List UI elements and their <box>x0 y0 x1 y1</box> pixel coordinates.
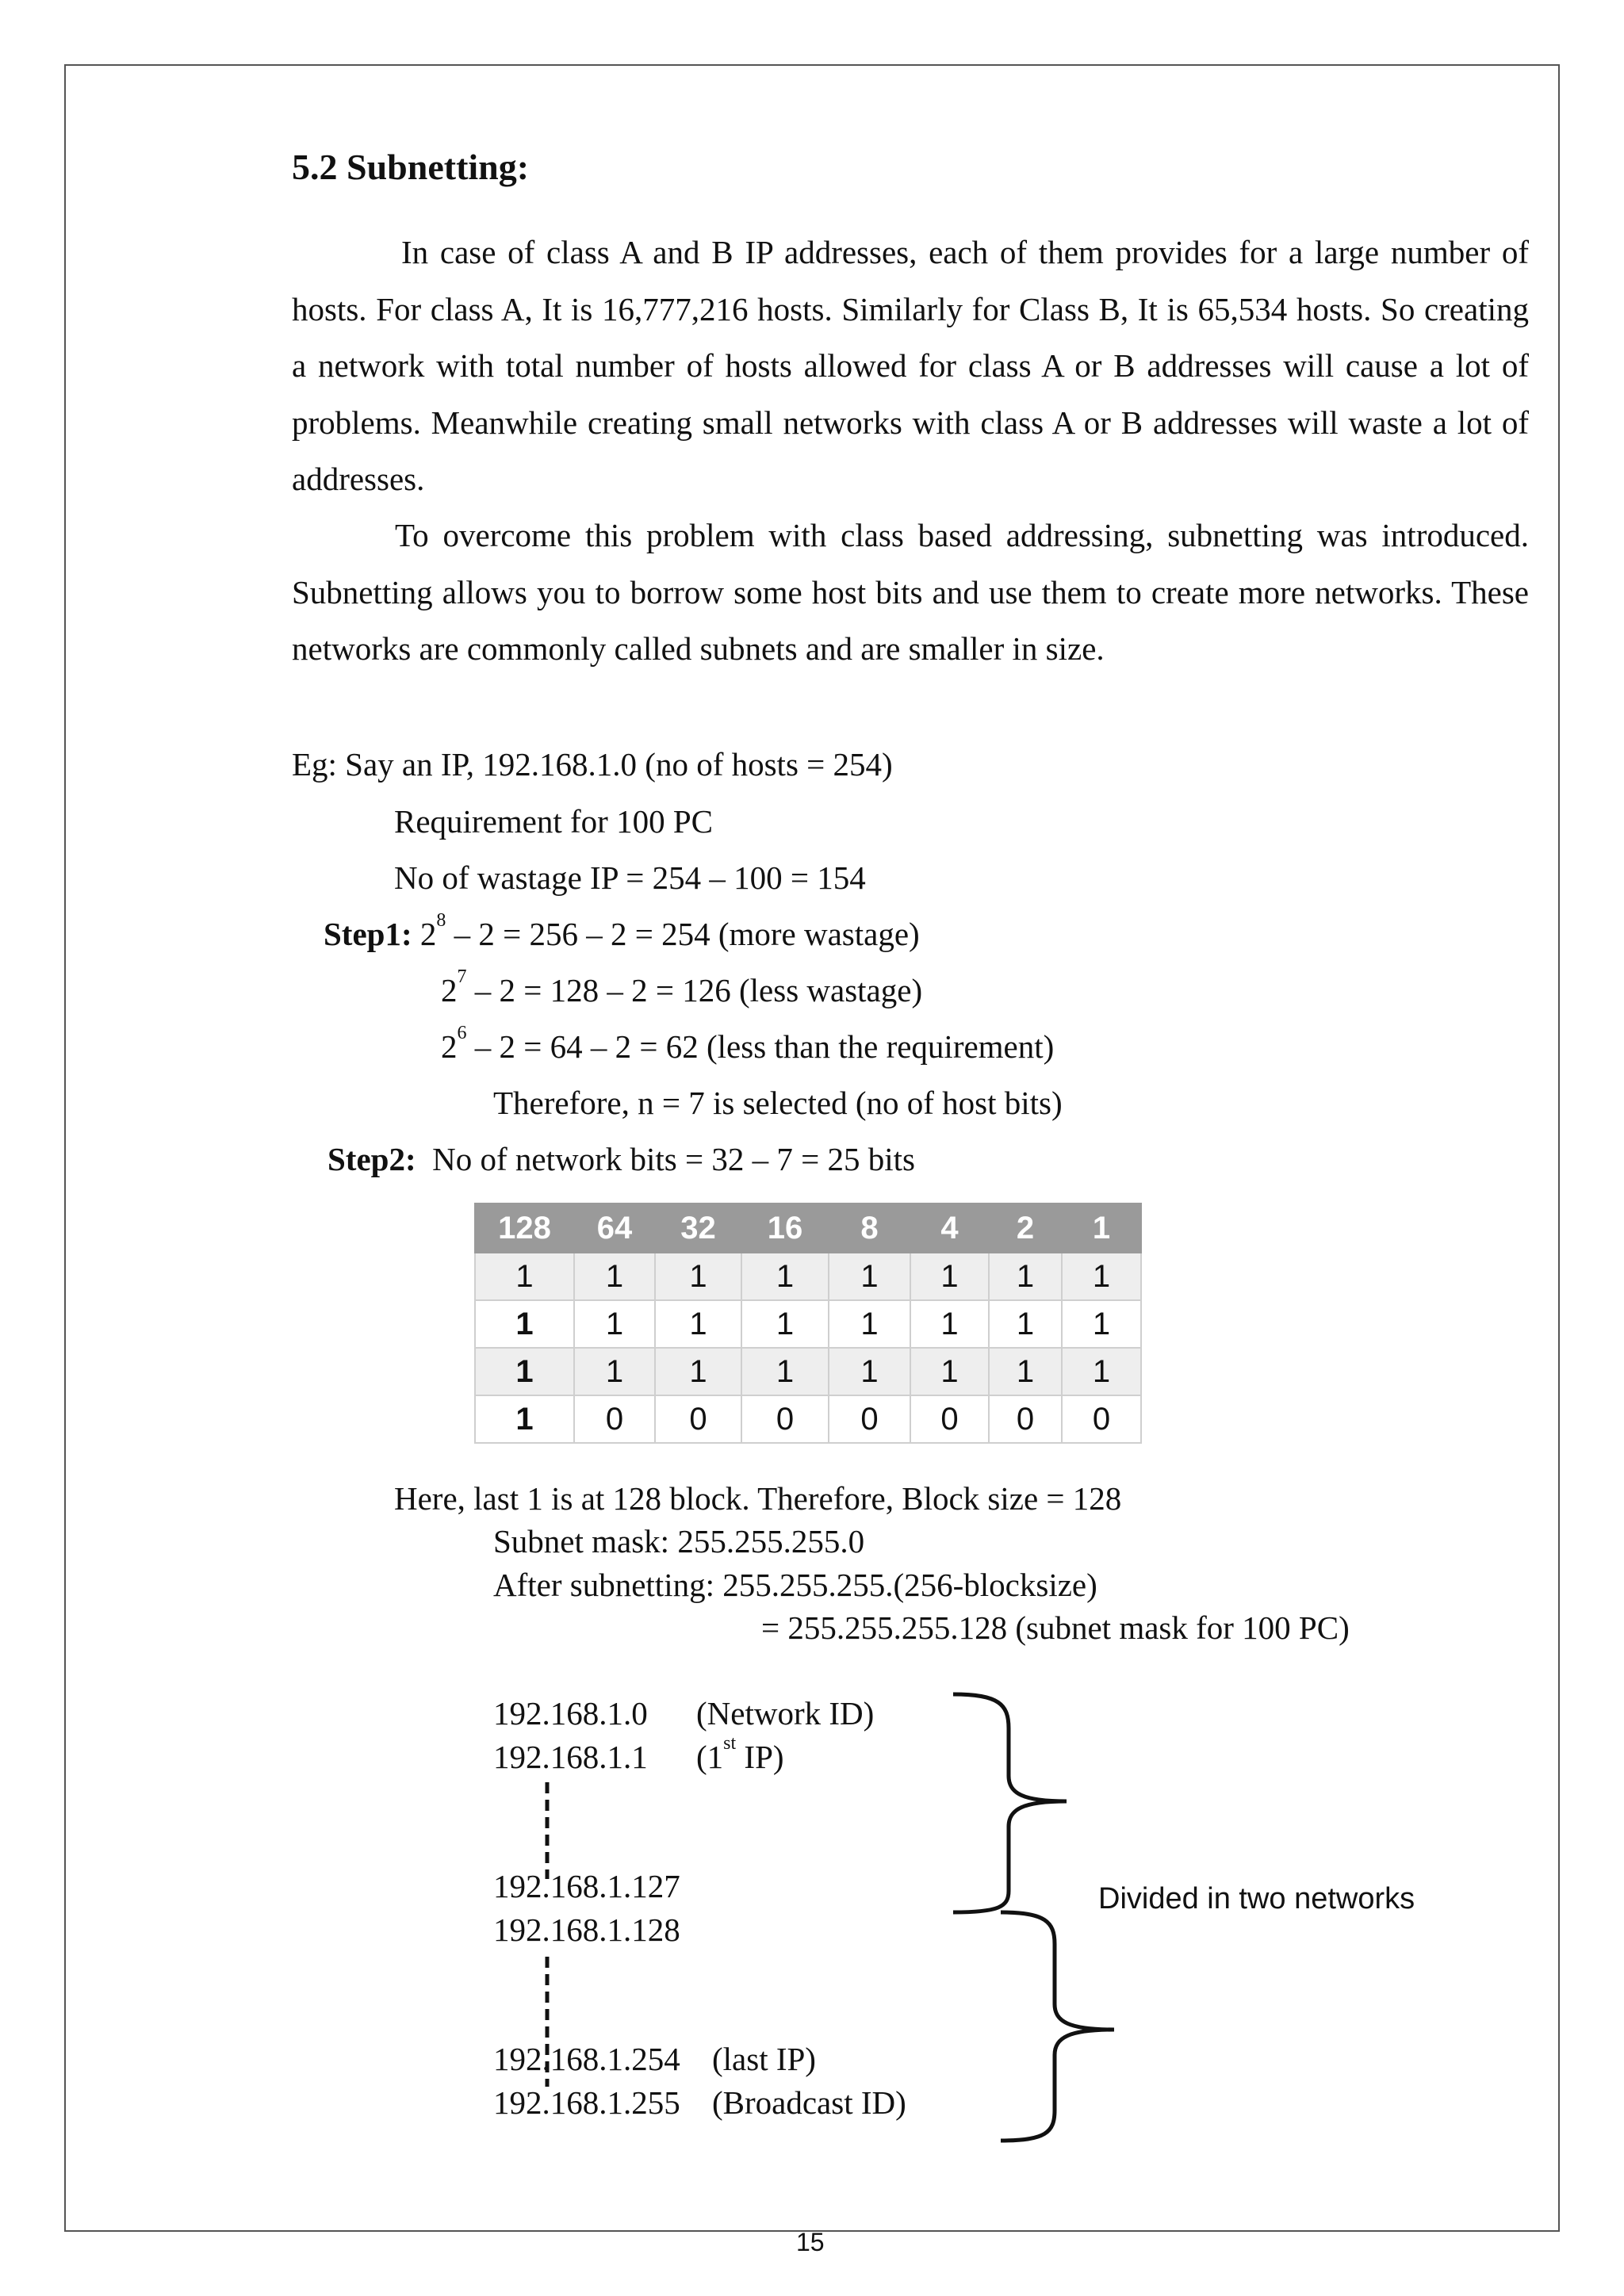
step2-text: No of network bits = 32 – 7 = 25 bits <box>432 1141 915 1177</box>
bit-cell: 1 <box>829 1348 910 1395</box>
bit-cell: 0 <box>574 1395 655 1443</box>
bit-cell: 1 <box>1062 1348 1141 1395</box>
step1-line-2: $2^7 - 2 = 128 - 2 = 126$ (less wastage) <box>441 966 923 1008</box>
bit-cell: 0 <box>829 1395 910 1443</box>
header-cell: 32 <box>655 1203 741 1253</box>
bit-cell: 1 <box>910 1253 989 1300</box>
network-id-address: 192.168.1.0 <box>493 1695 648 1732</box>
block-size-line: Here, last 1 is at 128 block. Therefore, Block size = 128 <box>394 1480 1122 1517</box>
header-cell: 8 <box>829 1203 910 1253</box>
network-id-note: (Network ID) <box>696 1695 875 1732</box>
step1-power-8: $2^8 - 2 = 256 - 2 = 254$ (more wastage) <box>419 910 920 952</box>
bit-cell: 1 <box>475 1395 574 1443</box>
header-cell: 16 <box>741 1203 829 1253</box>
bit-cell: 1 <box>741 1300 829 1348</box>
section-title: 5.2 Subnetting: <box>292 147 530 187</box>
bit-cell: 0 <box>655 1395 741 1443</box>
paragraph-1: In case of class A and B IP addresses, each of them provides for a large number of hosts. For class A, It is 16,777,216 hosts. Similarly for Class B, It is 65,534 hosts. So creating a network with total number of hosts allowed for class A or B addresses will cause a lot of problems. Meanwhile creating small networks with class A or B addresses will waste a lot of addresses. <box>292 234 1529 497</box>
bit-cell: 1 <box>910 1348 989 1395</box>
bit-cell: 1 <box>1062 1253 1141 1300</box>
wastage-line: No of wastage IP = 254 – 100 = 154 <box>394 859 866 896</box>
first-ip-address: 192.168.1.1 <box>493 1739 648 1775</box>
bit-cell: 1 <box>989 1348 1062 1395</box>
bit-cell: 0 <box>741 1395 829 1443</box>
bit-cell: 1 <box>1062 1300 1141 1348</box>
right-brace-icon-2 <box>1001 1912 1114 2141</box>
page-number: 15 <box>796 2228 825 2256</box>
bit-cell: 1 <box>475 1300 574 1348</box>
subnet-mask-line: Subnet mask: 255.255.255.0 <box>493 1523 865 1559</box>
last-ip-note: (last IP) <box>712 2041 816 2077</box>
broadcast-note: (Broadcast ID) <box>712 2084 906 2121</box>
broadcast-address: 192.168.1.255 <box>493 2084 680 2121</box>
address-127: 192.168.1.127 <box>493 1868 680 1904</box>
bit-cell: 1 <box>741 1253 829 1300</box>
address-128: 192.168.1.128 <box>493 1911 680 1948</box>
bit-cell: 0 <box>910 1395 989 1443</box>
bit-cell: 1 <box>475 1253 574 1300</box>
last-ip-address: 192.168.1.254 <box>493 2041 680 2077</box>
bit-cell: 0 <box>989 1395 1062 1443</box>
result-line: = 255.255.255.128 (subnet mask for 100 PC) <box>761 1609 1350 1646</box>
first-ip-note: (1st IP) <box>696 1733 784 1775</box>
bit-cell: 1 <box>574 1348 655 1395</box>
therefore-line: Therefore, n = 7 is selected (no of host bits) <box>493 1085 1063 1121</box>
bit-cell: 1 <box>829 1253 910 1300</box>
header-cell: 2 <box>989 1203 1062 1253</box>
bit-cell: 1 <box>655 1300 741 1348</box>
brace-label: Divided in two networks <box>1098 1882 1415 1915</box>
bit-cell: 1 <box>655 1348 741 1395</box>
bit-cell: 1 <box>574 1300 655 1348</box>
example-line: Eg: Say an IP, 192.168.1.0 (no of hosts = 254) <box>292 746 893 783</box>
bit-cell: 1 <box>741 1348 829 1395</box>
paragraph-2: To overcome this problem with class based addressing, subnetting was introduced. Subnetting allows you to borrow some host bits and use them to create more networks. These networks are commonly called subnets and are smaller in size. <box>292 517 1529 667</box>
requirement-line: Requirement for 100 PC <box>394 803 713 840</box>
step2-label: Step2: <box>327 1141 416 1177</box>
bit-cell: 1 <box>475 1348 574 1395</box>
after-subnetting-line: After subnetting: 255.255.255.(256-blocksize) <box>493 1567 1097 1603</box>
header-cell: 1 <box>1062 1203 1141 1253</box>
bit-cell: 0 <box>1062 1395 1141 1443</box>
header-cell: 64 <box>574 1203 655 1253</box>
bit-cell: 1 <box>989 1300 1062 1348</box>
bit-cell: 1 <box>989 1253 1062 1300</box>
right-brace-icon-1 <box>953 1694 1067 1912</box>
step1-line-3: $2^6 - 2 = 64 - 2 = 62$ (less than the requirement) <box>441 1023 1055 1065</box>
bit-cell: 1 <box>574 1253 655 1300</box>
header-cell: 128 <box>475 1203 574 1253</box>
header-cell: 4 <box>910 1203 989 1253</box>
step1-label: Step1: <box>324 916 412 952</box>
bit-cell: 1 <box>655 1253 741 1300</box>
bit-cell: 1 <box>910 1300 989 1348</box>
bit-cell: 1 <box>829 1300 910 1348</box>
